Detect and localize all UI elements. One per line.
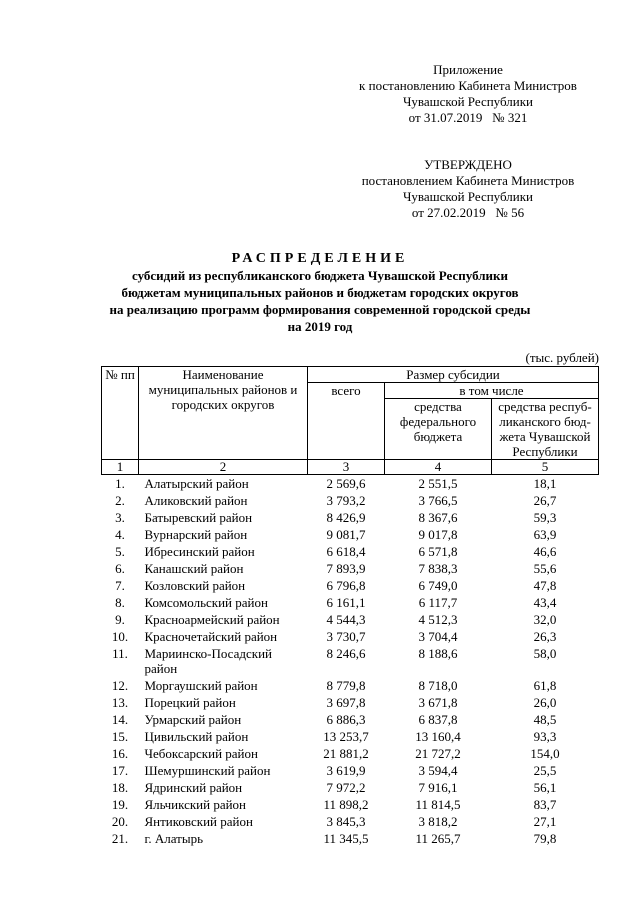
row-number: 16.: [111, 746, 129, 761]
total-value: 2 569,6: [326, 476, 366, 491]
total-value: 11 898,2: [323, 797, 369, 812]
federal-value: 3 766,5: [418, 493, 458, 508]
federal-value: 7 838,3: [418, 561, 458, 576]
federal-value: 11 814,5: [415, 797, 461, 812]
federal-value: 6 837,8: [418, 712, 458, 727]
table-row: [102, 509, 599, 526]
republic-value: 46,6: [533, 544, 557, 559]
region-name: Комсомольский район: [144, 595, 268, 610]
table-body: [102, 475, 599, 848]
appendix-block: [338, 62, 598, 126]
approval-line: постановлением Кабинета Министров: [361, 173, 575, 188]
region-name: Красноармейский район: [144, 612, 280, 627]
region-name: Вурнарский район: [144, 527, 248, 542]
row-number: 14.: [111, 712, 129, 727]
row-number: 7.: [115, 578, 125, 593]
region-name: Аликовский район: [144, 493, 248, 508]
region-name: Яльчикский район: [144, 797, 247, 812]
title-line: на реализацию программ формирования современной городской среды: [109, 302, 531, 317]
total-value: 8 246,6: [326, 646, 366, 661]
republic-value: 27,1: [533, 814, 557, 829]
federal-value: 8 367,6: [418, 510, 458, 525]
header-name: Наименование муниципальных районов и городских округов: [139, 367, 308, 460]
header-republic: средства респуб-ликанского бюд-жета Чувашской Республики: [492, 399, 599, 460]
table-row: [102, 611, 599, 628]
federal-value: 21 727,2: [415, 746, 461, 761]
table-row: [102, 677, 599, 694]
col-number: 2: [139, 460, 308, 475]
row-number: 20.: [111, 814, 129, 829]
federal-value: 13 160,4: [415, 729, 461, 744]
row-number: 10.: [111, 629, 129, 644]
appendix-line: Приложение: [433, 62, 503, 77]
total-value: 6 161,1: [326, 595, 366, 610]
row-number: 5.: [115, 544, 125, 559]
region-name: Янтиковский район: [144, 814, 253, 829]
region-name: Алатырский район: [144, 476, 249, 491]
region-name: г. Алатырь: [144, 831, 204, 846]
region-name: Порецкий район: [144, 695, 236, 710]
row-number: 12.: [111, 678, 129, 693]
federal-value: 2 551,5: [418, 476, 458, 491]
republic-value: 59,3: [533, 510, 557, 525]
row-number: 6.: [115, 561, 125, 576]
federal-value: 8 718,0: [418, 678, 458, 693]
region-name: Батыревский район: [144, 510, 253, 525]
table-row: [102, 830, 599, 847]
row-number: 18.: [111, 780, 129, 795]
col-number: 5: [492, 460, 599, 475]
approval-block: [338, 157, 598, 221]
republic-value: 47,8: [533, 578, 557, 593]
table-row: [102, 694, 599, 711]
table-row: [102, 492, 599, 509]
col-number: 3: [308, 460, 385, 475]
row-number: 3.: [115, 510, 125, 525]
federal-value: 9 017,8: [418, 527, 458, 542]
republic-value: 48,5: [533, 712, 557, 727]
total-value: 8 779,8: [326, 678, 366, 693]
federal-value: 6 117,7: [418, 595, 458, 610]
title-heading: РАСПРЕДЕЛЕНИЕ: [231, 251, 409, 266]
col-number: 4: [385, 460, 492, 475]
republic-value: 25,5: [533, 763, 557, 778]
republic-value: 61,8: [533, 678, 557, 693]
republic-value: 63,9: [533, 527, 557, 542]
total-value: 9 081,7: [326, 527, 366, 542]
title-line: бюджетам муниципальных районов и бюджетам городских округов: [121, 285, 519, 300]
appendix-line: Чувашской Республики: [402, 94, 534, 109]
republic-value: 43,4: [533, 595, 557, 610]
table-row: [102, 628, 599, 645]
appendix-line: от 31.07.2019 № 321: [408, 110, 528, 125]
total-value: 6 618,4: [326, 544, 366, 559]
republic-value: 154,0: [530, 746, 560, 761]
subsidy-table: [101, 366, 599, 847]
row-number: 1.: [115, 476, 125, 491]
total-value: 7 893,9: [326, 561, 366, 576]
region-name: Мариинско-Посадский район: [144, 646, 272, 676]
republic-value: 56,1: [533, 780, 557, 795]
republic-value: 26,7: [533, 493, 557, 508]
region-name: Козловский район: [144, 578, 246, 593]
header-including: в том числе: [385, 383, 599, 399]
row-number: 9.: [115, 612, 125, 627]
federal-value: 3 594,4: [418, 763, 458, 778]
approval-line: Чувашской Республики: [402, 189, 534, 204]
region-name: Канашский район: [144, 561, 244, 576]
federal-value: 4 512,3: [418, 612, 458, 627]
region-name: Моргаушский район: [144, 678, 258, 693]
republic-value: 18,1: [533, 476, 557, 491]
federal-value: 8 188,6: [418, 646, 458, 661]
total-value: 3 697,8: [326, 695, 366, 710]
table-row: [102, 526, 599, 543]
header-federal: средства федерального бюджета: [385, 399, 492, 460]
total-value: 11 345,5: [323, 831, 369, 846]
republic-value: 26,0: [533, 695, 557, 710]
region-name: Шемуршинский район: [144, 763, 271, 778]
total-value: 13 253,7: [323, 729, 369, 744]
republic-value: 32,0: [533, 612, 557, 627]
table-row: [102, 745, 599, 762]
federal-value: 3 704,4: [418, 629, 458, 644]
table-row: [102, 813, 599, 830]
republic-value: 58,0: [533, 646, 557, 661]
republic-value: 26,3: [533, 629, 557, 644]
appendix-line: к постановлению Кабинета Министров: [359, 78, 577, 93]
row-number: 13.: [111, 695, 129, 710]
republic-value: 83,7: [533, 797, 557, 812]
table-row: [102, 779, 599, 796]
row-number: 11.: [112, 646, 128, 661]
region-name: Чебоксарский район: [144, 746, 258, 761]
total-value: 6 886,3: [326, 712, 366, 727]
republic-value: 79,8: [533, 831, 557, 846]
total-value: 6 796,8: [326, 578, 366, 593]
region-name: Красночетайский район: [144, 629, 278, 644]
federal-value: 6 571,8: [418, 544, 458, 559]
federal-value: 6 749,0: [418, 578, 458, 593]
table-row: [102, 475, 599, 493]
approval-line: УТВЕРЖДЕНО: [424, 157, 512, 172]
total-value: 8 426,9: [326, 510, 366, 525]
total-value: 3 730,7: [326, 629, 366, 644]
table-row: [102, 711, 599, 728]
republic-value: 55,6: [533, 561, 557, 576]
total-value: 3 793,2: [326, 493, 366, 508]
total-value: 7 972,2: [326, 780, 366, 795]
header-num: № пп: [102, 367, 139, 460]
table-row: [102, 762, 599, 779]
total-value: 3 845,3: [326, 814, 366, 829]
total-value: 4 544,3: [326, 612, 366, 627]
federal-value: 3 818,2: [418, 814, 458, 829]
table-row: [102, 594, 599, 611]
table-row: [102, 543, 599, 560]
header-total: всего: [308, 383, 385, 460]
federal-value: 3 671,8: [418, 695, 458, 710]
region-name: Ядринский район: [144, 780, 243, 795]
table-row: [102, 728, 599, 745]
title-line: субсидий из республиканского бюджета Чувашской Республики: [131, 268, 509, 283]
approval-line: от 27.02.2019 № 56: [411, 205, 525, 220]
region-name: Урмарский район: [144, 712, 242, 727]
row-number: 15.: [111, 729, 129, 744]
region-name: Ибресинский район: [144, 544, 255, 559]
row-number: 17.: [111, 763, 129, 778]
federal-value: 7 916,1: [418, 780, 458, 795]
federal-value: 11 265,7: [415, 831, 461, 846]
row-number: 21.: [111, 831, 129, 846]
table-row: [102, 560, 599, 577]
total-value: 21 881,2: [323, 746, 369, 761]
row-number: 8.: [115, 595, 125, 610]
row-number: 4.: [115, 527, 125, 542]
title-line: на 2019 год: [287, 319, 353, 334]
table-row: [102, 645, 599, 677]
document-title: [40, 250, 600, 335]
header-size: Размер субсидии: [308, 367, 599, 383]
table-row: [102, 577, 599, 594]
unit-label: (тыс. рублей): [525, 350, 599, 365]
row-number: 19.: [111, 797, 129, 812]
row-number: 2.: [115, 493, 125, 508]
region-name: Цивильский район: [144, 729, 249, 744]
total-value: 3 619,9: [326, 763, 366, 778]
republic-value: 93,3: [533, 729, 557, 744]
table-row: [102, 796, 599, 813]
col-number: 1: [102, 460, 139, 475]
